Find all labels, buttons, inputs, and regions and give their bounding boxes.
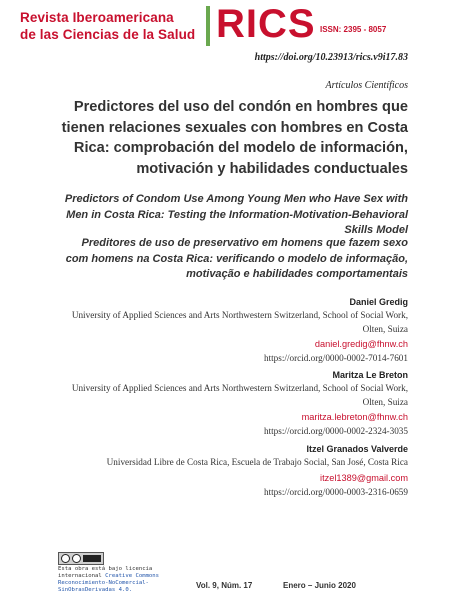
license-prefix: Esta obra está bajo licencia internacional xyxy=(58,566,153,579)
author-affiliation: University of Applied Sciences and Arts Northwestern Switzerland, School of Social Work, Olten, Suiza xyxy=(71,383,408,407)
author-block xyxy=(56,443,408,499)
author-name: Maritza Le Breton xyxy=(332,370,408,380)
license-strip-icon xyxy=(83,555,101,562)
creative-commons-badge-icon[interactable] xyxy=(58,552,104,565)
volume-label: Vol. 9, Núm. 17 xyxy=(196,581,253,590)
title-portuguese: Preditores de uso de preservativo em homens que fazem sexo com homens na Costa Rica: verificando o modelo de informação, motivação e habilidades comportamentais xyxy=(65,237,408,280)
title-spanish: Predictores del uso del condón en hombres que tienen relaciones sexuales con hombres en Costa Rica: comprobación del modelo de información, motivación y habilidades conductuales xyxy=(61,99,408,177)
author-email-link[interactable]: daniel.gredig@fhnw.ch xyxy=(314,339,408,349)
author-name: Daniel Gredig xyxy=(349,297,408,307)
author-orcid-link[interactable]: https://orcid.org/0000-0002-7014-7601 xyxy=(263,353,408,363)
journal-name-line-2: de las Ciencias de la Salud xyxy=(20,27,196,42)
by-circle-icon xyxy=(72,554,81,563)
author-orcid-link[interactable]: https://orcid.org/0000-0002-2324-3035 xyxy=(263,426,408,436)
section-label: Artículos Científicos xyxy=(325,80,408,91)
author-name: Itzel Granados Valverde xyxy=(306,444,408,454)
date-label: Enero – Junio 2020 xyxy=(283,581,356,590)
rics-logo: RICS xyxy=(216,2,316,46)
author-email-link[interactable]: maritza.lebreton@fhnw.ch xyxy=(301,412,408,422)
issn-label: ISSN: 2395 - 8057 xyxy=(320,25,387,34)
license-link[interactable]: Creative Commons Reconocimiento-NoComercial-SinObrasDerivadas 4.0. xyxy=(58,573,160,593)
license-notice xyxy=(58,566,188,594)
author-block xyxy=(56,369,408,438)
header-divider-bar xyxy=(206,6,210,46)
author-affiliation: Universidad Libre de Costa Rica, Escuela de Trabajo Social, San José, Costa Rica xyxy=(106,457,408,467)
author-block xyxy=(56,296,408,365)
author-affiliation: University of Applied Sciences and Arts Northwestern Switzerland, School of Social Work, Olten, Suiza xyxy=(71,310,408,334)
author-orcid-link[interactable]: https://orcid.org/0000-0003-2316-0659 xyxy=(263,486,408,497)
cc-circle-icon xyxy=(61,554,70,563)
doi-link[interactable]: https://doi.org/10.23913/rics.v9i17.83 xyxy=(254,52,408,63)
author-email-link[interactable]: itzel1389@gmail.com xyxy=(320,472,408,483)
title-english: Predictors of Condom Use Among Young Men who Have Sex with Men in Costa Rica: Testing the Information-Motivation-Behavioral Skills Model xyxy=(64,193,408,236)
journal-name-line-1: Revista Iberoamericana xyxy=(20,10,174,25)
